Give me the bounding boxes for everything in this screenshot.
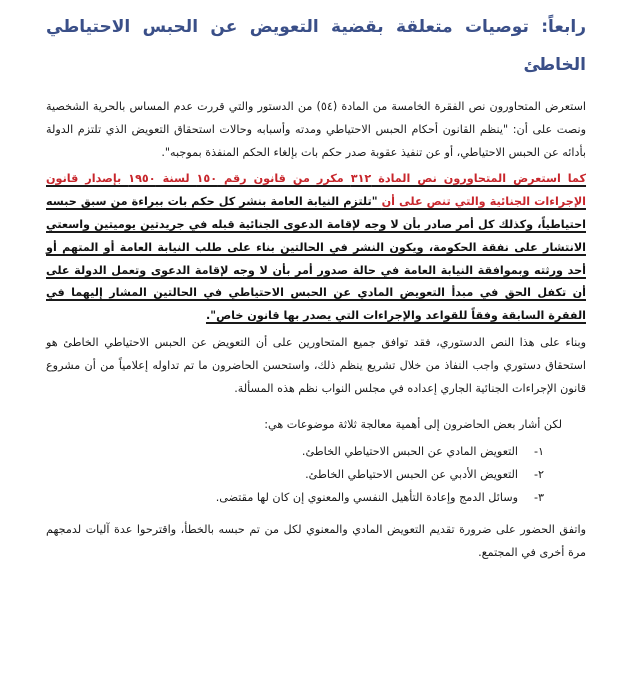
consensus-paragraph: وبناء على هذا النص الدستوري، فقد توافق جميع المتحاورين على أن التعويض عن الحبس الاحتياطي الخاطئ هو استحقاق دستوري واجب النفاذ من خلال تشريع ينظم ذلك، واستحسن الحاضرون ما تم تداوله إعلامياً من أن مشروع قانون الإجراءات الجنائية الجاري إعداده في مجلس النواب نظم هذه المسألة. <box>46 335 586 395</box>
list-item <box>46 463 544 486</box>
closing-paragraph: واتفق الحضور على ضرورة تقديم التعويض المادي والمعنوي لكل من تم حبسه بالخطأ، واقترحوا عدة آليات لدمجهم مرة أخرى في المجتمع. <box>46 523 586 560</box>
criminal-procedure-paragraph <box>46 168 586 328</box>
list-item-text: التعويض المادي عن الحبس الاحتياطي الخاطئ. <box>301 445 518 459</box>
highlighted-red-text: كما استعرض المتحاورون نص المادة ٣١٢ مكرر من قانون رقم ١٥٠ لسنة ١٩٥٠ بإصدار قانون الإجراءات الجنائية والتي تنص على أن <box>46 172 587 209</box>
list-item <box>46 440 544 463</box>
list-item-number: ٣- <box>533 491 544 505</box>
list-item-number: ٢- <box>533 468 544 482</box>
list-item-text: وسائل الدمج وإعادة التأهيل النفسي والمعنوي إن كان لها مقتضى. <box>215 491 518 505</box>
quoted-article-text: "تلتزم النيابة العامة بنشر كل حكم بات ببراءة من سبق حبسه احتياطياً، وكذلك كل أمر صادر بأن لا وجه لإقامة الدعوى الجنائية قبله في جريدتين يوميتين واسعتي الانتشار على نفقة الحكومة، ويكون النشر في الحالتين بناء على طلب النيابة العامة أو المتهم أو أحد ورثته وبموافقة النيابة العامة في حالة صدور أمر بأن لا وجه لإقامة الدعوى وتعمل الدولة على أن تكفل الحق في مبدأ التعويض المادي عن الحبس الاحتياطي في الحالتين المشار إليهما في الفقرة السابقة وفقاً للقواعد والإجراءات التي يصدر بها قانون خاص". <box>46 195 586 323</box>
list-item-text: التعويض الأدبي عن الحبس الاحتياطي الخاطئ. <box>305 468 518 482</box>
constitution-paragraph: استعرض المتحاورون نص الفقرة الخامسة من المادة (٥٤) من الدستور والتي قررت عدم المساس بالحرية الشخصية ونصت على أن: "ينظم القانون أحكام الحبس الاحتياطي ومدته وأسبابه وحالات استحقاق التعويض الذي تلتزم الدولة بأدائه عن الحبس الاحتياطي، أو عن تنفيذ عقوبة صدر حكم بات بإلغاء الحكم المنفذة بموجبه". <box>46 100 586 159</box>
section-heading: رابعاً: توصيات متعلقة بقضية التعويض عن الحبس الاحتياطي الخاطئ <box>46 17 586 75</box>
topics-intro: لكن أشار بعض الحاضرون إلى أهمية معالجة ثلاثة موضوعات هي: <box>264 418 562 432</box>
list-item-number: ١- <box>533 445 544 459</box>
topics-list <box>46 440 586 509</box>
document-page <box>46 8 586 569</box>
list-item <box>46 486 544 509</box>
